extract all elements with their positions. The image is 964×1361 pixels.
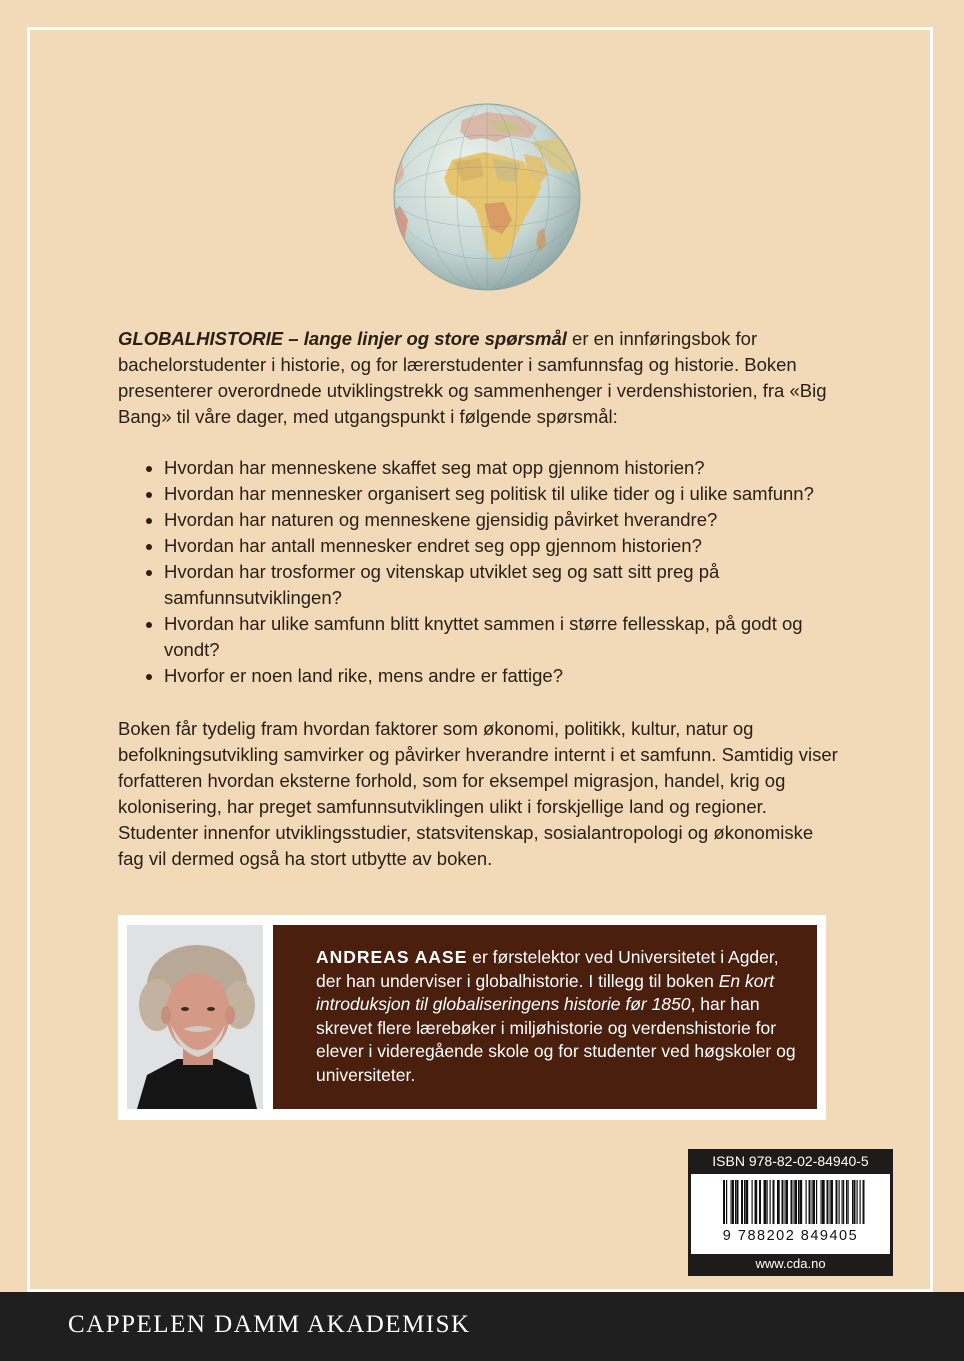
intro-text: er en innføringsbok for bachelorstudenter i historie, og for lærerstudenter i samfunnsfag og historie. Boken presenterer overordnede utviklingstrekk og sammenhenger i verdenshistorien, fra «Big Bang» til våre dager, med utgangspunkt i følgende spørsmål:	[118, 328, 827, 427]
barcode-bar	[860, 1180, 861, 1224]
author-bio-text: , har han skrevet flere lærebøker i miljøhistorie og verdenshistorie for elever i videregående skole og for studenter ved høgskoler og universiteter.	[316, 994, 796, 1085]
website-link[interactable]: www.cda.no	[755, 1256, 826, 1271]
barcode-bar	[765, 1180, 766, 1224]
barcode-bar	[843, 1180, 844, 1224]
barcode-bar	[816, 1180, 817, 1224]
barcode-bar	[842, 1180, 843, 1224]
question-item: Hvordan har antall mennesker endret seg opp gjennom historien?	[145, 533, 845, 559]
barcode-bar	[785, 1180, 786, 1224]
barcode-bar	[809, 1180, 811, 1224]
barcode-bar	[726, 1180, 727, 1224]
barcode-bar	[839, 1180, 840, 1224]
barcode-bar	[827, 1180, 829, 1224]
barcode	[691, 1174, 890, 1254]
barcode-bar	[741, 1180, 743, 1224]
barcode-bar	[747, 1180, 748, 1224]
barcode-digits: 9 788202 849405	[722, 1228, 859, 1244]
barcode-bar	[830, 1180, 831, 1224]
barcode-bar	[854, 1180, 856, 1224]
barcode-bar	[848, 1180, 849, 1224]
barcode-bar	[767, 1180, 768, 1224]
question-item: Hvordan har ulike samfunn blitt knyttet sammen i større fellesskap, på godt og vondt?	[145, 611, 845, 663]
barcode-bar	[801, 1180, 802, 1224]
question-item: Hvordan har naturen og menneskene gjensidig påvirket hverandre?	[145, 507, 845, 533]
description-paragraph: Boken får tydelig fram hvordan faktorer som økonomi, politikk, kultur, natur og befolkningsutvikling samvirker og påvirker hverandre internt i et samfunn. Samtidig viser forfatteren hvordan eksterne forhold, som for eksempel migrasjon, handel, krig og kolonisering, har preget samfunnsutviklingen ulikt i forskjellige land og regioner. Studenter innenfor utviklingsstudier, statsvitenskap, sosialantropologi og økonomiske fag vil dermed også ha stort utbytte av boken.	[118, 718, 838, 869]
barcode-bar	[813, 1180, 815, 1224]
barcode-bar	[759, 1180, 761, 1224]
globe-image	[392, 102, 582, 292]
question-list	[145, 455, 845, 689]
intro-paragraph	[118, 326, 838, 430]
author-bio	[273, 925, 817, 1109]
barcode-bar	[812, 1180, 813, 1224]
author-name: ANDREAS AASE	[316, 947, 468, 967]
barcode-bar	[795, 1180, 797, 1224]
barcode-bar	[773, 1180, 775, 1224]
question-item: Hvordan har menneskene skaffet seg mat opp gjennom historien?	[145, 455, 845, 481]
barcode-bar	[737, 1180, 739, 1224]
barcode-bar	[846, 1180, 847, 1224]
publisher-logo: CAPPELEN DAMM AKADEMISK	[68, 1311, 471, 1338]
barcode-bar	[756, 1180, 757, 1224]
question-item: Hvordan har trosformer og vitenskap utviklet seg og satt sitt preg på samfunnsutviklingen?	[145, 559, 845, 611]
barcode-bar	[735, 1180, 736, 1224]
barcode-bar	[731, 1180, 732, 1224]
author-bio-text: er førstelektor ved Universitetet i Agder, der han underviser i globalhistorie. I tillegg til boken	[316, 947, 779, 991]
barcode-bar	[752, 1180, 753, 1224]
barcode-bar	[857, 1180, 858, 1224]
barcode-bar	[831, 1180, 833, 1224]
barcode-bar	[821, 1180, 822, 1224]
author-photo	[127, 925, 263, 1109]
footer-bar	[0, 1292, 964, 1361]
barcode-bar	[744, 1180, 745, 1224]
barcode-bar	[779, 1180, 780, 1224]
book-title-lead: GLOBALHISTORIE – lange linjer og store spørsmål	[118, 328, 567, 349]
question-item: Hvorfor er noen land rike, mens andre er fattige?	[145, 663, 845, 689]
isbn-label: ISBN 978-82-02-84940-5	[712, 1153, 869, 1169]
barcode-bar	[863, 1180, 865, 1224]
barcode-bar	[732, 1180, 734, 1224]
barcode-bar	[786, 1180, 788, 1224]
barcode-bar	[782, 1180, 784, 1224]
barcode-bar	[806, 1180, 807, 1224]
barcode-bar	[852, 1180, 853, 1224]
question-item: Hvordan har mennesker organisert seg politisk til ulike tider og i ulike samfunn?	[145, 481, 845, 507]
barcode-bar	[791, 1180, 793, 1224]
barcode-bar	[824, 1180, 825, 1224]
barcode-bar	[836, 1180, 838, 1224]
barcode-bar	[798, 1180, 799, 1224]
author-box	[118, 915, 826, 1120]
other-book-title: En kort introduksjon til globaliseringens historie før 1850	[316, 970, 775, 1014]
isbn-box	[688, 1149, 893, 1276]
barcode-bars	[691, 1174, 890, 1226]
barcode-bar	[723, 1180, 725, 1224]
barcode-bar	[770, 1180, 771, 1224]
barcode-bar	[794, 1180, 795, 1224]
